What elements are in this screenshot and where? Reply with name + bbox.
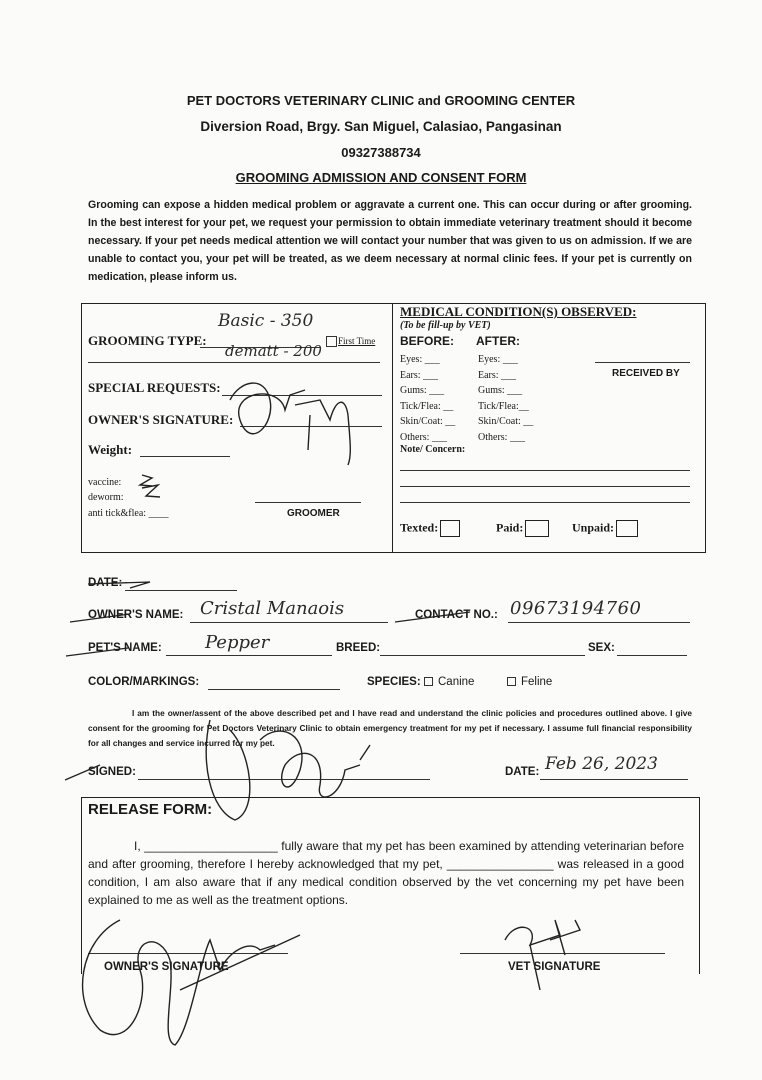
- first-time-label: First Time: [338, 336, 376, 346]
- owner-signature-scribble: [230, 383, 350, 465]
- release-title: RELEASE FORM:: [88, 801, 213, 818]
- groomer-label: GROOMER: [287, 508, 340, 519]
- vaccine-check-mark: [140, 475, 152, 486]
- note-line-2: [400, 486, 690, 487]
- species-label: SPECIES:: [367, 676, 421, 688]
- canine-label: Canine: [438, 676, 475, 688]
- vet-signature-scribble: [505, 920, 580, 990]
- pet-name-label: PET'S NAME:: [88, 642, 162, 654]
- intro-paragraph: Grooming can expose a hidden medical problem or aggravate a current one. This can occur during or after grooming. In the best interest for your pet, we request your permission to obtain immediate veterinary treatment should it become necessary. If your pet needs medical attention we will contact your number that was given to us on admission. If we are unable to contact you, your pet will be treated, as we deem necessary at normal clinic fees. If your pet is currently on medication, please inform us.: [88, 199, 692, 283]
- paid-checkbox[interactable]: [496, 520, 549, 537]
- paid-label: Paid:: [496, 520, 524, 535]
- release-vet-sig-label: VET SIGNATURE: [508, 961, 601, 973]
- note-label: Note/ Concern:: [400, 444, 466, 455]
- after-item: Eyes: ___: [478, 354, 518, 365]
- medical-title: MEDICAL CONDITION(S) OBSERVED:: [400, 304, 637, 319]
- feline-label: Feline: [521, 676, 553, 688]
- clinic-phone: 09327388734: [341, 145, 421, 160]
- texted-label: Texted:: [400, 520, 439, 535]
- before-item: Others: ___: [400, 431, 447, 443]
- release-body: I, ____________________ fully aware that my pet has been examined by attending veterinarian before and after grooming, therefore I hereby acknowledged that my pet, ________________ was released in a good condition, I am also aware that if any medical condition observed by the vet concerning my pet have been explained to me as well as the treatment options.: [88, 839, 684, 907]
- after-label: AFTER:: [476, 334, 520, 348]
- contact-value: 09673194760: [510, 598, 642, 619]
- grooming-type-label: GROOMING TYPE:: [88, 333, 207, 348]
- weight-label: Weight:: [88, 442, 133, 457]
- after-item: Gums: ___: [478, 385, 523, 396]
- deworm-check-mark: [142, 485, 160, 497]
- after-item: Others: ___: [478, 431, 525, 443]
- release-owner-sig-label: OWNER'S SIGNATURE: [104, 961, 229, 973]
- after-item: Tick/Flea:__: [478, 400, 529, 412]
- clinic-address: Diversion Road, Brgy. San Miguel, Calasiao, Pangasinan: [200, 119, 562, 134]
- deworm-label: deworm:: [88, 492, 124, 503]
- before-item: Eyes: ___: [400, 354, 440, 365]
- owner-signature-label: OWNER'S SIGNATURE:: [88, 412, 234, 427]
- signed-strike-mark: [65, 765, 100, 780]
- owner-name-strike-mark: [70, 614, 130, 622]
- contact-label: CONTACT NO.:: [415, 609, 498, 621]
- pet-name-strike-mark: [66, 648, 128, 656]
- clinic-name: PET DOCTORS VETERINARY CLINIC and GROOMING CENTER: [186, 93, 576, 108]
- consent-paragraph: I am the owner/assent of the above described pet and I have read and understand the clinic policies and procedures outlined above. I give consent for the grooming for Pet Doctors Veterinary Clinic to obtain emergency treatment for my pet if necessary. I assume full financial responsibility for all changes and service incurred for my pet.: [88, 708, 692, 748]
- special-requests-label: SPECIAL REQUESTS:: [88, 380, 221, 395]
- received-by-line: [595, 362, 690, 363]
- after-list: [478, 352, 533, 445]
- unpaid-label: Unpaid:: [572, 520, 615, 535]
- form-title: GROOMING ADMISSION AND CONSENT FORM: [235, 170, 527, 185]
- before-list: [400, 352, 455, 445]
- anti-tick-label: anti tick&flea: ____: [88, 508, 169, 519]
- date-strike-mark: [88, 582, 150, 588]
- before-item: Gums: ___: [400, 385, 445, 396]
- unpaid-checkbox[interactable]: [572, 520, 638, 537]
- release-owner-signature-scribble: [83, 920, 300, 1045]
- color-label: COLOR/MARKINGS:: [88, 676, 200, 688]
- handwriting-marks-left: [80, 360, 400, 510]
- received-by-label: RECEIVED BY: [612, 368, 680, 379]
- before-item: Ears: ___: [400, 369, 439, 381]
- pet-name-value: Pepper: [205, 632, 270, 653]
- texted-checkbox[interactable]: [400, 520, 460, 537]
- note-line-3: [400, 502, 690, 503]
- contact-strike-mark: [395, 612, 470, 622]
- handwriting-marks-release: [60, 880, 700, 1070]
- signed-date-label: DATE:: [505, 766, 540, 778]
- first-time-checkbox[interactable]: [326, 336, 375, 347]
- breed-label: BREED:: [336, 642, 381, 654]
- grooming-type-hw-1: Basic - 350: [218, 311, 314, 331]
- vaccine-label: vaccine:: [88, 477, 122, 488]
- note-line-1: [400, 470, 690, 471]
- signed-date-value: Feb 26, 2023: [545, 754, 658, 774]
- sex-label: SEX:: [588, 642, 615, 654]
- before-item: Tick/Flea: __: [400, 400, 454, 412]
- before-label: BEFORE:: [400, 334, 454, 348]
- after-item: Skin/Coat: __: [478, 416, 534, 427]
- grooming-type-hw-2: dematt - 200: [225, 342, 322, 360]
- fill-note: (To be fill-up by VET): [400, 320, 491, 331]
- owner-name-value: Cristal Manaois: [200, 598, 345, 619]
- owner-name-label: OWNER'S NAME:: [88, 609, 184, 621]
- signed-label: SIGNED:: [88, 766, 136, 778]
- before-item: Skin/Coat: __: [400, 416, 456, 427]
- handwriting-marks-middle: [60, 570, 700, 830]
- after-item: Ears: ___: [478, 369, 517, 381]
- date-label: DATE:: [88, 577, 123, 589]
